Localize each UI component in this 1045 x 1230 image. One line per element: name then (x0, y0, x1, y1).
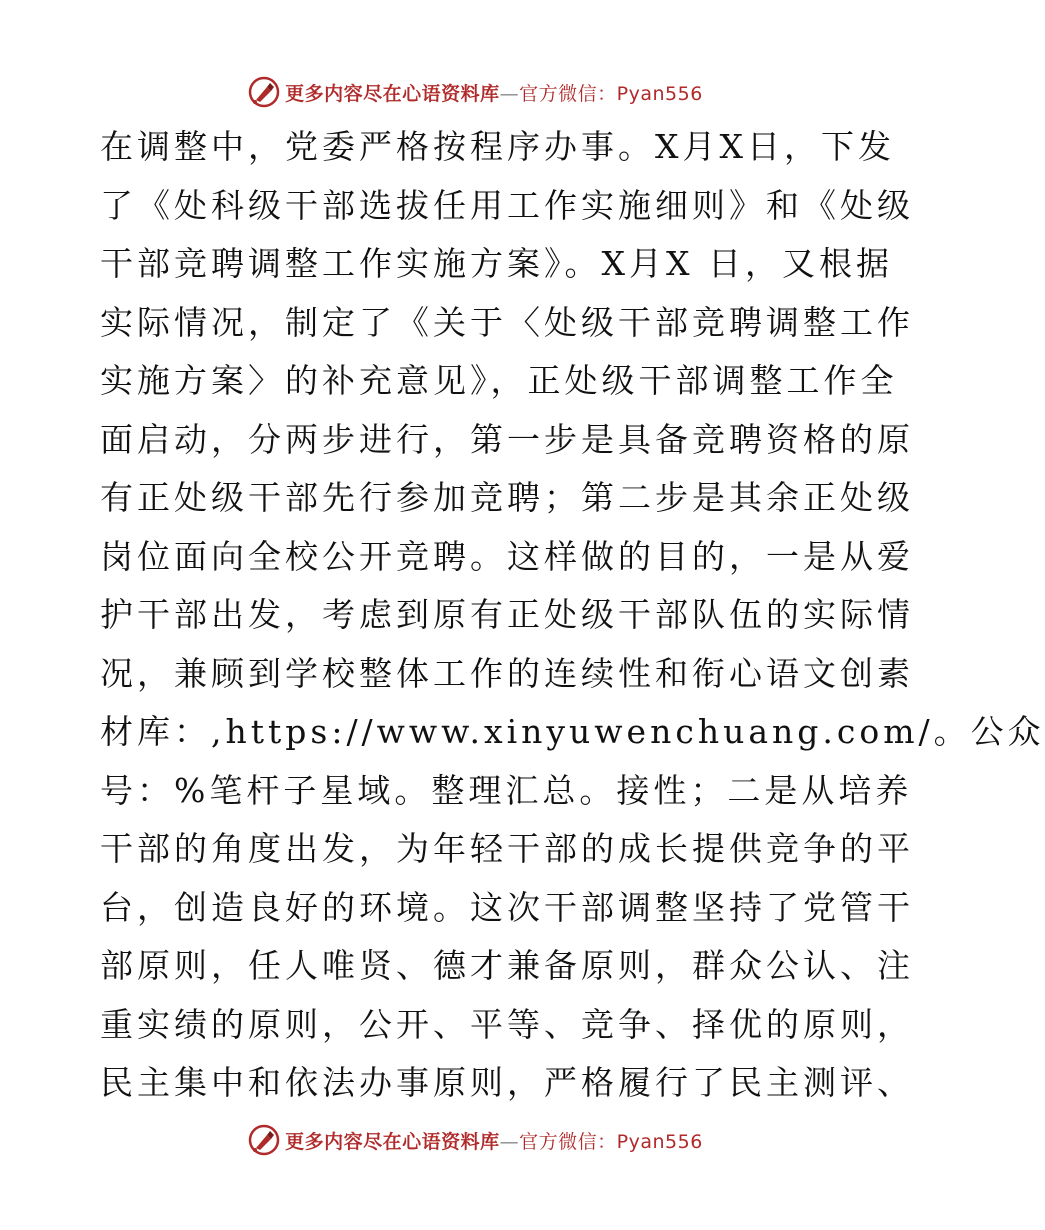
body-line: 岗位面向全校公开竞聘。这样做的目的，一是从爱 (100, 536, 914, 576)
pen-nib-logo-icon (247, 1123, 281, 1157)
document-body (100, 118, 1045, 1113)
body-line: 部原则，任人唯贤、德才兼备原则，群众公认、注 (100, 946, 914, 985)
body-line: 号：%笔杆子星域。整理汇总。接性；二是从培养 (100, 770, 913, 810)
header-brand: 更多内容尽在心语资料库 (285, 82, 500, 105)
body-line: 面启动，分两步进行，第一步是具备竞聘资格的原 (100, 419, 914, 459)
body-line: 干部的角度出发，为年轻干部的成长提供竞争的平 (100, 829, 914, 868)
header-separator: — (499, 82, 520, 105)
body-line: 了《处科级干部选拔任用工作实施细则》和《处级 (100, 185, 914, 225)
body-line: 材库：,https://www.xinyuwenchuang.com/。公众 (100, 712, 1045, 751)
body-line: 干部竞聘调整工作实施方案》。X月X 日，又根据 (100, 244, 893, 283)
body-line: 在调整中，党委严格按程序办事。X月X日，下发 (100, 127, 895, 166)
footer-brand: 更多内容尽在心语资料库 (285, 1130, 500, 1153)
pen-nib-logo-icon (247, 75, 281, 109)
body-line: 实施方案〉的补充意见》，正处级干部调整工作全 (100, 361, 898, 400)
body-line: 台，创造良好的环境。这次干部调整坚持了党管干 (100, 887, 914, 927)
footer-watermark-text (285, 1127, 703, 1154)
body-line: 况，兼顾到学校整体工作的连续性和衔心语文创素 (100, 653, 914, 693)
header-contact: 官方微信：Pyan556 (519, 82, 703, 105)
body-line: 护干部出发，考虑到原有正处级干部队伍的实际情 (100, 595, 914, 634)
body-line: 重实绩的原则，公开、平等、竞争、择优的原则， (100, 1004, 914, 1044)
footer-separator: — (499, 1130, 520, 1153)
body-line: 有正处级干部先行参加竞聘；第二步是其余正处级 (100, 478, 914, 517)
body-line: 实际情况，制定了《关于〈处级干部竞聘调整工作 (100, 302, 914, 342)
header-watermark (0, 72, 950, 112)
header-watermark-text (285, 79, 703, 106)
body-line: 民主集中和依法办事原则，严格履行了民主测评、 (100, 1063, 914, 1102)
footer-watermark (0, 1120, 950, 1160)
footer-contact: 官方微信：Pyan556 (519, 1130, 703, 1153)
